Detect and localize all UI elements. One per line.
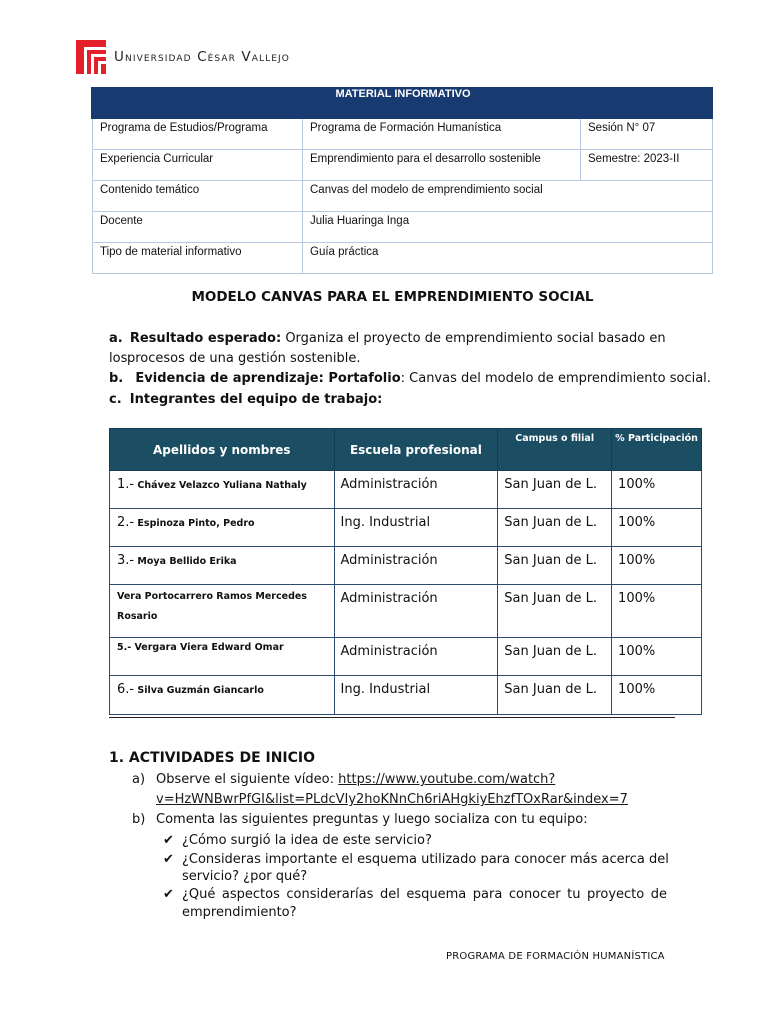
item-text: : Canvas del modelo de emprendimiento social.: [400, 371, 711, 386]
member-participation: 100%: [612, 547, 702, 585]
section-heading: 1. ACTIVIDADES DE INICIO: [109, 750, 316, 766]
question-2-continuation: servicio? ¿por qué?: [182, 869, 308, 884]
question-3: ¿Qué aspectos considerarías del esquema para conocer tu proyecto de: [182, 887, 667, 902]
document-title: MODELO CANVAS PARA EL EMPRENDIMIENTO SOCIAL: [191, 289, 594, 305]
item-b: [109, 369, 711, 389]
question-3-continuation: emprendimiento?: [182, 905, 297, 920]
column-header: % Participación: [612, 429, 702, 471]
member-name: Moya Bellido Erika: [137, 556, 237, 567]
info-label: Experiencia Curricular: [93, 150, 303, 181]
member-number: 2.-: [117, 515, 135, 530]
table-row: [110, 638, 702, 676]
question-1: ¿Cómo surgió la idea de este servicio?: [182, 833, 432, 848]
column-header: Campus o filial: [498, 429, 612, 471]
member-name-cell: [110, 547, 335, 585]
activity-b-text: Comenta las siguientes preguntas y luego socializa con tu equipo:: [156, 812, 588, 827]
column-header: Escuela profesional: [334, 429, 498, 471]
video-link[interactable]: https://www.youtube.com/watch?: [338, 772, 556, 787]
table-row: [110, 585, 702, 638]
table-row: [93, 212, 713, 243]
info-value: Julia Huaringa Inga: [303, 212, 713, 243]
check-icon: ✔: [163, 887, 174, 902]
check-icon: ✔: [163, 852, 174, 867]
material-info-title: MATERIAL INFORMATIVO: [93, 88, 713, 119]
item-a-continuation: procesos de una gestión sostenible.: [127, 351, 361, 366]
item-marker: b.: [109, 371, 124, 386]
item-text: Organiza el proyecto de emprendimiento social basado en los: [109, 331, 666, 366]
item-c: [109, 390, 382, 410]
member-campus: San Juan de L.: [498, 471, 612, 509]
member-number: 6.-: [117, 682, 135, 697]
info-label: Docente: [93, 212, 303, 243]
ucv-logo-icon: [76, 40, 106, 74]
member-campus: San Juan de L.: [498, 509, 612, 547]
info-label: Contenido temático: [93, 181, 303, 212]
member-participation: 100%: [612, 676, 702, 715]
table-row: [110, 547, 702, 585]
member-name: Chávez Velazco Yuliana Nathaly: [137, 480, 307, 491]
material-info-table: [91, 87, 713, 274]
info-label: Programa de Estudios/Programa: [93, 119, 303, 150]
info-value: Emprendimiento para el desarrollo sostenible: [303, 150, 581, 181]
info-extra: Sesión N° 07: [581, 119, 713, 150]
activity-b-marker: b): [132, 812, 146, 827]
member-campus: San Juan de L.: [498, 638, 612, 676]
member-name: 5.- Vergara Viera Edward Omar: [117, 642, 284, 653]
table-row: [110, 509, 702, 547]
table-row: [110, 676, 702, 715]
member-school: Administración: [334, 585, 498, 638]
activity-text: Observe el siguiente vídeo:: [156, 772, 335, 787]
table-row: [93, 119, 713, 150]
member-name: Vera Portocarrero Ramos Mercedes Rosario: [117, 591, 307, 622]
table-row: [93, 150, 713, 181]
table-row: [93, 243, 713, 274]
info-value: Programa de Formación Humanística: [303, 119, 581, 150]
member-participation: 100%: [612, 471, 702, 509]
member-number: 1.-: [117, 477, 135, 492]
activity-a: [132, 770, 145, 790]
info-label: Tipo de material informativo: [93, 243, 303, 274]
table-row: [110, 471, 702, 509]
member-name-cell: [110, 471, 335, 509]
member-campus: San Juan de L.: [498, 676, 612, 715]
info-extra: Semestre: 2023-II: [581, 150, 713, 181]
table-row: [93, 181, 713, 212]
member-participation: 100%: [612, 638, 702, 676]
member-school: Administración: [334, 547, 498, 585]
question-2: ¿Consideras importante el esquema utilizado para conocer más acerca del: [182, 852, 669, 867]
member-campus: San Juan de L.: [498, 547, 612, 585]
member-name: Silva Guzmán Giancarlo: [137, 685, 264, 696]
item-marker: c.: [109, 392, 122, 407]
member-name-cell: [110, 585, 335, 638]
video-link-continuation[interactable]: v=HzWNBwrPfGI&list=PLdcVIy2hoKNnCh6riAHgkiyEhzfTOxRar&index=7: [156, 792, 628, 807]
activity-a-link-continuation: [156, 790, 628, 810]
footer-program: PROGRAMA DE FORMACIÓN HUMANÍSTICA: [446, 951, 665, 962]
member-campus: San Juan de L.: [498, 585, 612, 638]
item-label: Integrantes del equipo de trabajo:: [129, 392, 383, 407]
member-school: Administración: [334, 638, 498, 676]
member-participation: 100%: [612, 509, 702, 547]
column-header: Apellidos y nombres: [110, 429, 335, 471]
item-marker: a.: [109, 331, 123, 346]
activity-a-text: [156, 770, 555, 790]
member-name-cell: [110, 676, 335, 715]
activity-marker: a): [132, 772, 146, 787]
member-school: Ing. Industrial: [334, 676, 498, 715]
info-value: Guía práctica: [303, 243, 713, 274]
member-participation: 100%: [612, 585, 702, 638]
member-name: Espinoza Pinto, Pedro: [137, 518, 255, 529]
team-table: [109, 428, 702, 715]
university-logo: [76, 40, 290, 74]
item-label: Evidencia de aprendizaje: Portafolio: [135, 371, 401, 386]
info-value: Canvas del modelo de emprendimiento social: [303, 181, 713, 212]
member-school: Ing. Industrial: [334, 509, 498, 547]
check-icon: ✔: [163, 833, 174, 848]
institution-name: Universidad César Vallejo: [114, 49, 290, 65]
member-name-cell: [110, 509, 335, 547]
member-school: Administración: [334, 471, 498, 509]
item-label: Resultado esperado:: [129, 331, 282, 346]
member-number: 3.-: [117, 553, 135, 568]
team-table-header: [110, 429, 702, 471]
section-divider: [109, 717, 675, 718]
member-name-cell: [110, 638, 335, 676]
